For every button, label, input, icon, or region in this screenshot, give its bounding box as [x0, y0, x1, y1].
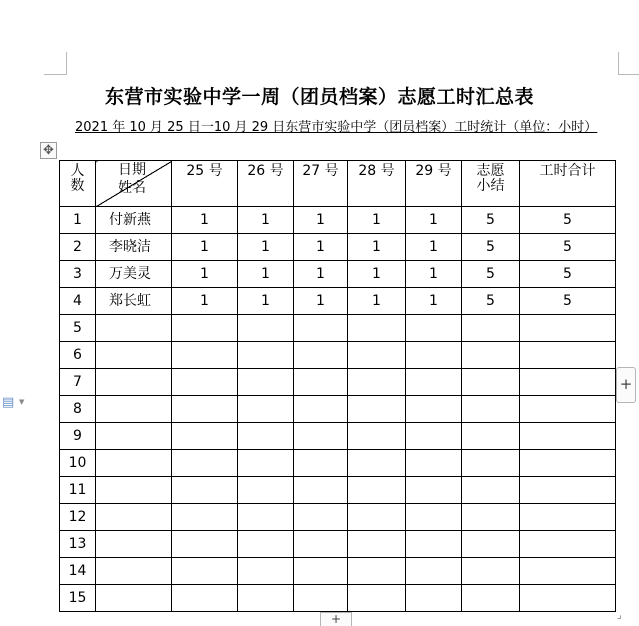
- name-cell[interactable]: 郑长虹: [96, 288, 172, 315]
- day-hours-cell[interactable]: [238, 585, 294, 612]
- day-hours-cell[interactable]: [348, 369, 406, 396]
- name-cell[interactable]: [96, 585, 172, 612]
- header-day[interactable]: 26 号: [238, 161, 294, 207]
- crop-mark-top-left: [44, 52, 67, 75]
- header-total[interactable]: 工时合计: [520, 161, 616, 207]
- day-hours-cell[interactable]: [294, 396, 348, 423]
- day-hours-cell[interactable]: [406, 585, 462, 612]
- crop-mark-top-right: [618, 52, 639, 75]
- total-cell[interactable]: 5: [520, 234, 616, 261]
- day-hours-cell[interactable]: [348, 423, 406, 450]
- day-hours-cell[interactable]: [406, 477, 462, 504]
- table-row: [60, 315, 616, 342]
- day-hours-cell[interactable]: [172, 504, 238, 531]
- day-hours-cell[interactable]: 1: [348, 288, 406, 315]
- total-cell[interactable]: [520, 585, 616, 612]
- summary-cell[interactable]: [462, 504, 520, 531]
- day-hours-cell[interactable]: [348, 315, 406, 342]
- total-cell[interactable]: [520, 558, 616, 585]
- day-hours-cell[interactable]: [172, 531, 238, 558]
- day-hours-cell[interactable]: [172, 450, 238, 477]
- table-row: [60, 450, 616, 477]
- total-cell[interactable]: [520, 369, 616, 396]
- day-hours-cell[interactable]: 1: [294, 261, 348, 288]
- name-cell[interactable]: [96, 342, 172, 369]
- name-cell[interactable]: [96, 369, 172, 396]
- row-number-cell[interactable]: 10: [60, 450, 96, 477]
- name-cell[interactable]: [96, 423, 172, 450]
- header-summary[interactable]: 志愿 小结: [462, 161, 520, 207]
- day-hours-cell[interactable]: 1: [348, 234, 406, 261]
- summary-cell[interactable]: 5: [462, 207, 520, 234]
- row-number-cell[interactable]: 2: [60, 234, 96, 261]
- day-hours-cell[interactable]: [238, 342, 294, 369]
- day-hours-cell[interactable]: [348, 396, 406, 423]
- day-hours-cell[interactable]: 1: [238, 288, 294, 315]
- day-hours-cell[interactable]: 1: [406, 288, 462, 315]
- move-handle-icon[interactable]: ✥: [40, 142, 57, 159]
- day-hours-cell[interactable]: 1: [172, 234, 238, 261]
- summary-cell[interactable]: 5: [462, 261, 520, 288]
- day-hours-cell[interactable]: [172, 396, 238, 423]
- day-hours-cell[interactable]: [294, 369, 348, 396]
- day-hours-cell[interactable]: [294, 342, 348, 369]
- day-hours-cell[interactable]: [238, 369, 294, 396]
- header-day[interactable]: 29 号: [406, 161, 462, 207]
- summary-cell[interactable]: 5: [462, 288, 520, 315]
- day-hours-cell[interactable]: [238, 315, 294, 342]
- resize-handle-icon[interactable]: ⌟: [617, 610, 622, 621]
- day-hours-cell[interactable]: 1: [348, 207, 406, 234]
- day-hours-cell[interactable]: [238, 477, 294, 504]
- header-date-name[interactable]: 日期 姓名: [96, 161, 172, 207]
- summary-cell[interactable]: [462, 585, 520, 612]
- day-hours-cell[interactable]: 1: [172, 288, 238, 315]
- name-cell[interactable]: [96, 531, 172, 558]
- summary-cell[interactable]: [462, 315, 520, 342]
- day-hours-cell[interactable]: [238, 396, 294, 423]
- day-hours-cell[interactable]: [406, 558, 462, 585]
- summary-cell[interactable]: [462, 396, 520, 423]
- name-cell[interactable]: [96, 504, 172, 531]
- summary-cell[interactable]: [462, 558, 520, 585]
- document-title: 东营市实验中学一周（团员档案）志愿工时汇总表: [104, 86, 534, 108]
- summary-cell[interactable]: [462, 369, 520, 396]
- name-cell[interactable]: [96, 558, 172, 585]
- day-hours-cell[interactable]: [172, 585, 238, 612]
- day-hours-cell[interactable]: [348, 342, 406, 369]
- day-hours-cell[interactable]: [172, 423, 238, 450]
- summary-cell[interactable]: [462, 423, 520, 450]
- row-number-cell[interactable]: 14: [60, 558, 96, 585]
- day-hours-cell[interactable]: 1: [172, 261, 238, 288]
- summary-cell[interactable]: 5: [462, 234, 520, 261]
- day-hours-cell[interactable]: [294, 585, 348, 612]
- day-hours-cell[interactable]: [238, 504, 294, 531]
- day-hours-cell[interactable]: [172, 315, 238, 342]
- name-cell[interactable]: 万美灵: [96, 261, 172, 288]
- document-subtitle: 2021 年 10 月 25 日一10 月 29 日东营市实验中学（团员档案）工时统计（单位：小时）: [75, 120, 598, 135]
- total-cell[interactable]: 5: [520, 288, 616, 315]
- total-cell[interactable]: 5: [520, 261, 616, 288]
- day-hours-cell[interactable]: [406, 531, 462, 558]
- plus-icon[interactable]: +: [320, 612, 352, 626]
- day-hours-cell[interactable]: [294, 504, 348, 531]
- name-cell[interactable]: 李晓洁: [96, 234, 172, 261]
- day-hours-cell[interactable]: [406, 342, 462, 369]
- day-hours-cell[interactable]: 1: [294, 207, 348, 234]
- name-cell[interactable]: [96, 315, 172, 342]
- row-number-cell[interactable]: 12: [60, 504, 96, 531]
- plus-icon[interactable]: +: [616, 367, 636, 403]
- document-icon[interactable]: ▤: [2, 395, 15, 410]
- name-cell[interactable]: [96, 450, 172, 477]
- header-count[interactable]: 人 数: [60, 161, 96, 207]
- day-hours-cell[interactable]: [348, 558, 406, 585]
- day-hours-cell[interactable]: [348, 450, 406, 477]
- day-hours-cell[interactable]: [348, 585, 406, 612]
- table-row: [60, 342, 616, 369]
- total-cell[interactable]: [520, 342, 616, 369]
- day-hours-cell[interactable]: [238, 450, 294, 477]
- row-number-cell[interactable]: 15: [60, 585, 96, 612]
- header-day[interactable]: 27 号: [294, 161, 348, 207]
- day-hours-cell[interactable]: [294, 315, 348, 342]
- total-cell[interactable]: [520, 423, 616, 450]
- day-hours-cell[interactable]: 1: [238, 234, 294, 261]
- table-row: [60, 477, 616, 504]
- table-row: [60, 369, 616, 396]
- day-hours-cell[interactable]: [406, 369, 462, 396]
- day-hours-cell[interactable]: [172, 342, 238, 369]
- day-hours-cell[interactable]: 1: [406, 261, 462, 288]
- day-hours-cell[interactable]: [348, 504, 406, 531]
- table-row: [60, 288, 616, 315]
- day-hours-cell[interactable]: 1: [406, 207, 462, 234]
- day-hours-cell[interactable]: [406, 396, 462, 423]
- summary-cell[interactable]: [462, 342, 520, 369]
- day-hours-cell[interactable]: [294, 423, 348, 450]
- total-cell[interactable]: 5: [520, 207, 616, 234]
- day-hours-cell[interactable]: [294, 450, 348, 477]
- table-row: [60, 396, 616, 423]
- table-row: [60, 423, 616, 450]
- summary-cell[interactable]: [462, 477, 520, 504]
- day-hours-cell[interactable]: 1: [294, 288, 348, 315]
- day-hours-cell[interactable]: [348, 477, 406, 504]
- total-cell[interactable]: [520, 396, 616, 423]
- table-row: [60, 261, 616, 288]
- summary-cell[interactable]: [462, 450, 520, 477]
- day-hours-cell[interactable]: [238, 558, 294, 585]
- row-number-cell[interactable]: 3: [60, 261, 96, 288]
- chevron-down-icon[interactable]: ▼: [19, 398, 25, 406]
- day-hours-cell[interactable]: [406, 450, 462, 477]
- name-cell[interactable]: 付新燕: [96, 207, 172, 234]
- day-hours-cell[interactable]: [406, 504, 462, 531]
- day-hours-cell[interactable]: 1: [238, 207, 294, 234]
- row-number-cell[interactable]: 4: [60, 288, 96, 315]
- table-row: [60, 585, 616, 612]
- header-day[interactable]: 28 号: [348, 161, 406, 207]
- day-hours-cell[interactable]: [238, 423, 294, 450]
- day-hours-cell[interactable]: [406, 315, 462, 342]
- row-number-cell[interactable]: 13: [60, 531, 96, 558]
- row-number-cell[interactable]: 5: [60, 315, 96, 342]
- name-cell[interactable]: [96, 396, 172, 423]
- name-cell[interactable]: [96, 477, 172, 504]
- table-row: [60, 531, 616, 558]
- day-hours-cell[interactable]: [348, 531, 406, 558]
- total-cell[interactable]: [520, 450, 616, 477]
- day-hours-cell[interactable]: [172, 477, 238, 504]
- hours-table: [59, 160, 616, 612]
- table-row: [60, 207, 616, 234]
- day-hours-cell[interactable]: [238, 531, 294, 558]
- day-hours-cell[interactable]: 1: [238, 261, 294, 288]
- total-cell[interactable]: [520, 504, 616, 531]
- day-hours-cell[interactable]: [172, 558, 238, 585]
- total-cell[interactable]: [520, 531, 616, 558]
- day-hours-cell[interactable]: 1: [406, 234, 462, 261]
- row-number-cell[interactable]: 8: [60, 396, 96, 423]
- summary-cell[interactable]: [462, 531, 520, 558]
- day-hours-cell[interactable]: [172, 369, 238, 396]
- table-header-row: [60, 161, 616, 207]
- day-hours-cell[interactable]: [294, 531, 348, 558]
- header-day[interactable]: 25 号: [172, 161, 238, 207]
- total-cell[interactable]: [520, 315, 616, 342]
- total-cell[interactable]: [520, 477, 616, 504]
- row-number-cell[interactable]: 11: [60, 477, 96, 504]
- row-number-cell[interactable]: 7: [60, 369, 96, 396]
- table-row: [60, 234, 616, 261]
- day-hours-cell[interactable]: 1: [348, 261, 406, 288]
- day-hours-cell[interactable]: [294, 558, 348, 585]
- day-hours-cell[interactable]: 1: [294, 234, 348, 261]
- day-hours-cell[interactable]: [406, 423, 462, 450]
- day-hours-cell[interactable]: 1: [172, 207, 238, 234]
- table-row: [60, 504, 616, 531]
- row-number-cell[interactable]: 9: [60, 423, 96, 450]
- row-number-cell[interactable]: 6: [60, 342, 96, 369]
- row-number-cell[interactable]: 1: [60, 207, 96, 234]
- table-row: [60, 558, 616, 585]
- day-hours-cell[interactable]: [294, 477, 348, 504]
